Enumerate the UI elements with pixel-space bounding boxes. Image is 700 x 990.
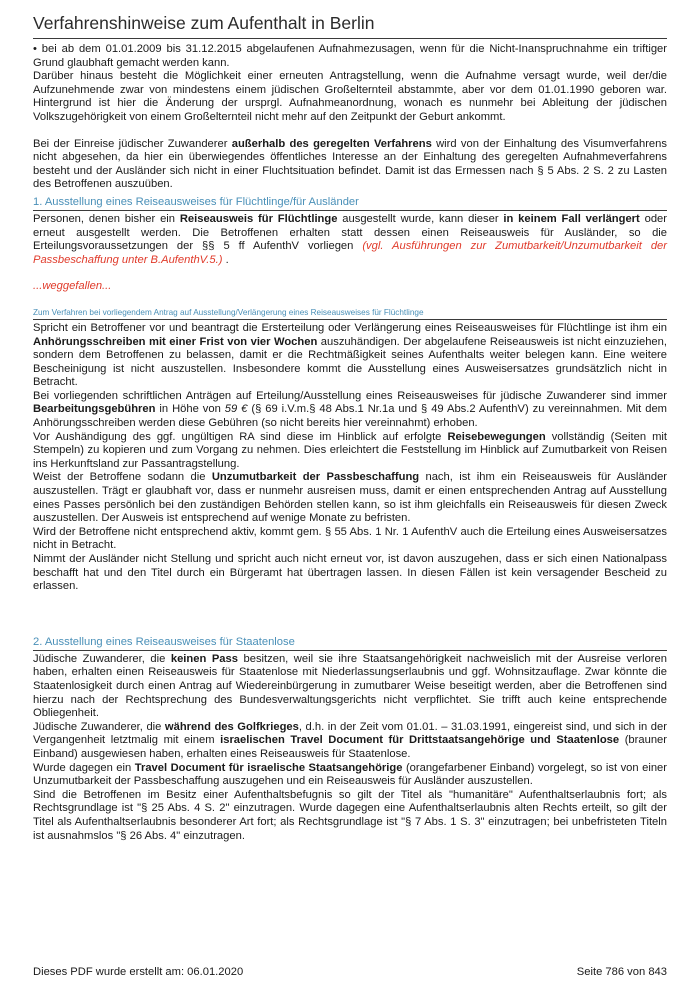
removed-note: ...weggefallen... [33,280,112,293]
section-1b-paragraph-d: Weist der Betroffene sodann die Unzumutbarkeit der Passbeschaffung nach, ist ihm ein Reiseausweis für Ausländer auszustellen. Trägt er glaubhaft vor, dass er nunmehr ausreisen muss, damit er einen entsprechenden Antrag auf Ausstellung eines Passes persönlich bei den zuständigen Behörden stellen kann, so ist ihm gleichfalls ein Reiseausweis für diesen Zweck auszustellen. Der Ausweis ist entsprechend auf wenige Monate zu befristen. [33,471,668,525]
footer-page-number: Seite 786 von 843 [576,966,667,978]
section-2-paragraph-b: Jüdische Zuwanderer, die während des Golfkrieges, d.h. in der Zeit vom 01.01. – 31.03.1991, eingereist sind, und sich in der Vergangenheit letztmalig mit einem israelischen Travel Document für Drittstaatsangehörige und Staatenlose (brauner Einband) ausgewiesen haben, erhalten eines Reiseausweis für Staatenlose. [33,720,667,760]
section-1-heading: 1. Ausstellung eines Reiseausweises für Flüchtlinge/für Ausländer [33,195,667,211]
section-1b-paragraph-c: Vor Aushändigung des ggf. ungültigen RA sind diese im Hinblick auf erfolgte Reisebewegungen vollständig (Seiten mit Stempeln) zu kopieren und zum Vorgang zu nehmen. Dies erleichtert die Feststellung im Hinblick auf Zumutbarkeit von Reisen ins Herkunftsland zur Passantragstellung. [33,430,667,470]
page-footer [33,966,667,978]
section-2-paragraph-a: Jüdische Zuwanderer, die keinen Pass besitzen, weil sie ihre Staatsangehörigkeit nachweislich mit der Ausreise verloren haben, erhalten einen Reiseausweis für Staatenlose mit Niederlassungserlaubnis und ggf. Wohnsitzauflage. Zwar könnte die Staatenlosigkeit durch einen Antrag auf Wiedereinbürgerung in zumutbarer Weise beseitigt werden, aber die Betroffenen sind hierzu nach der Rechtsprechung des Bundesverwaltungsgerichts nicht verpflichtet. Sie trifft auch keine entsprechende Obliegenheit. [33,652,667,720]
section-1b-paragraph-e: Wird der Betroffene nicht entsprechend aktiv, kommt gem. § 55 Abs. 1 Nr. 1 AufenthV auch die Erteilung eines Ausweisersatzes nicht in Betracht. [33,525,667,552]
footer-created-date: Dieses PDF wurde erstellt am: 06.01.2020 [33,966,244,978]
intro-paragraph-3: Bei der Einreise jüdischer Zuwanderer außerhalb des geregelten Verfahrens wird von der Einhaltung des Visumverfahrens nicht abgesehen, da hier ein überwiegendes öffentliches Interesse an der Einhaltung des geregelten Aufnahmeverfahrens besteht und der Ausländer sich nicht in einer Fluchtsituation befindet. Damit ist das Ermessen nach § 5 Abs. 2 S. 2 zu Lasten des Betroffenen auszuüben. [33,137,667,191]
section-1-paragraph: Personen, denen bisher ein Reiseausweis für Flüchtlinge ausgestellt wurde, kann dieser in keinem Fall verlängert oder erneut ausgestellt werden. Die Betroffenen erhalten statt dessen einen Reiseausweis für Ausländer, so die Erteilungsvoraussetzungen der §§ 5 ff AufenthV vorliegen (vgl. Ausführungen zur Zumutbarkeit/Unzumutbarkeit der Passbeschaffung unter B.AufenthV.5.) . [33,212,667,266]
section-1b-paragraph-f: Nimmt der Ausländer nicht Stellung und spricht auch nicht erneut vor, ist davon auszugehen, dass er sich einen Nationalpass beschafft hat und den Titel durch ein Bürgeramt hat übertragen lassen. In diesen Fällen ist kein versagender Bescheid zu erlassen. [33,553,667,593]
page-title: Verfahrenshinweise zum Aufenthalt in Berlin [33,12,667,39]
section-1b-paragraph-b: Bei vorliegenden schriftlichen Anträgen auf Erteilung/Ausstellung eines Reiseausweises für jüdische Zuwanderer sind immer Bearbeitungsgebühren in Höhe von 59 € (§ 69 i.V.m.§ 48 Abs.1 Nr.1a und § 49 Abs.2 AufenthV) zu vereinnahmen. Mit dem Anhörungsschreiben werden diese Gebühren (so nicht bereits hier vereinnahmt) erhoben. [33,389,667,430]
section-2-paragraph-d: Sind die Betroffenen im Besitz einer Aufenthaltsbefugnis so gilt der Titel als "humanitäre" Aufenthaltserlaubnis fort; als Rechtsgrundlage ist "§ 25 Abs. 4 S. 2" einzutragen. Wurde dagegen eine Aufenthaltserlaubnis alten Rechts erteilt, so gilt der Titel als Aufenthaltserlaubnis besonderer Art fort; als Rechtsgrundlage ist "§ 7 Abs. 1 S. 3" einzutragen; bei unbefristeten Titeln ist ausnahmslos "§ 26 Abs. 4" einzutragen. [33,788,667,842]
section-2-paragraph-c: Wurde dagegen ein Travel Document für israelische Staatsangehörige (orangefarbener Einband) vorgelegt, so ist von einer Unzumutbarkeit der Passbeschaffung auszugehen und ein Reiseausweis für Ausländer auszustellen. [33,761,668,788]
document-body [33,43,667,843]
intro-paragraph-2: Darüber hinaus besteht die Möglichkeit einer erneuten Antragstellung, wenn die Aufnahme versagt wurde, weil der/die Aufzunehmende zwar von mindestens einem jüdischen Großelternteil abstammte, aber vor dem 01.01.1990 geboren war. Hintergrund ist hier die Änderung der ursprgl. Aufnahmeanordnung, wonach es nunmehr bei Ableitung der jüdischen Volkszugehörigkeit von einem Großelternteil nicht mehr auf den Zeitpunkt der Geburt ankommt. [33,70,667,123]
section-2-heading: 2. Ausstellung eines Reiseausweises für Staatenlose [33,635,667,651]
intro-bullet: • bei ab dem 01.01.2009 bis 31.12.2015 abgelaufenen Aufnahmezusagen, wenn für die Nicht-Inanspruchnahme ein triftiger Grund glaubhaft gemacht werden kann. [33,43,667,69]
section-1b-heading: Zum Verfahren bei vorliegendem Antrag auf Ausstellung/Verlängerung eines Reiseausweises für Flüchtlinge [33,307,667,320]
cross-reference-link[interactable]: (vgl. Ausführungen zur Zumutbarkeit/Unzumutbarkeit der Passbeschaffung unter B.AufenthV.5.) [33,240,667,266]
section-1b-paragraph-a: Spricht ein Betroffener vor und beantragt die Ersterteilung oder Verlängerung eines Reiseausweises für Flüchtlinge ist ihm ein Anhörungsschreiben mit einer Frist von vier Wochen auszuhändigen. Der abgelaufene Reiseausweis ist nicht einzuziehen, sondern dem Betroffenen zu belassen, damit er die Rechtmäßigkeit seines Aufenthalts weiter belegen kann. Eine weitere Bescheinigung ist nicht auszustellen. Insbesondere kommt die Ausstellung eines Ausweisersatzes grundsätzlich nicht in Betracht. [33,321,667,389]
